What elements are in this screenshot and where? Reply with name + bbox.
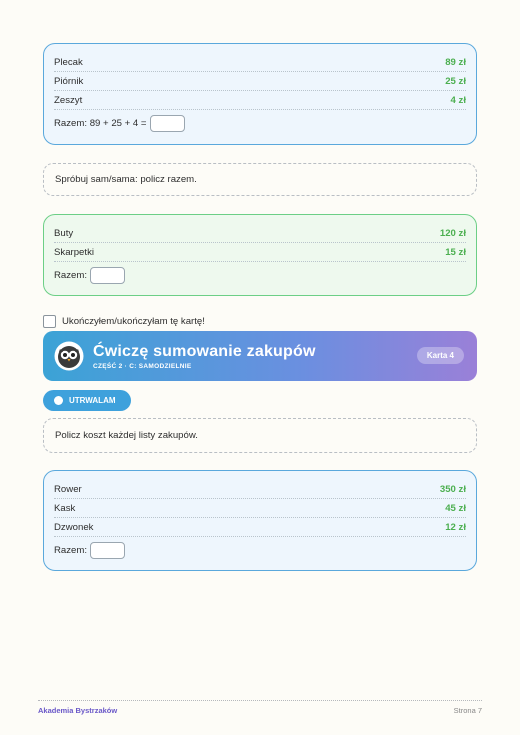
total-label: Razem: bbox=[54, 545, 88, 556]
item-name: Zeszyt bbox=[54, 94, 83, 106]
answer-box[interactable] bbox=[90, 267, 125, 284]
owl-icon bbox=[54, 341, 84, 371]
instruction-text: Policz koszt każdej listy zakupów. bbox=[55, 430, 198, 441]
item-price: 89 zł bbox=[445, 56, 466, 68]
total-row bbox=[54, 110, 466, 137]
item-name: Kask bbox=[54, 502, 76, 514]
level-pill bbox=[43, 390, 131, 411]
item-name: Plecak bbox=[54, 56, 83, 68]
list-item bbox=[54, 499, 466, 518]
worksheet-banner bbox=[43, 331, 477, 381]
hint-box bbox=[43, 163, 477, 196]
answer-box[interactable] bbox=[150, 115, 185, 132]
item-name: Skarpetki bbox=[54, 246, 94, 258]
item-price: 120 zł bbox=[439, 227, 466, 239]
checkbox-label: Ukończyłem/ukończyłam tę kartę! bbox=[62, 316, 205, 327]
level-label: UTRWALAM bbox=[69, 396, 116, 405]
shopping-list-3 bbox=[43, 470, 477, 571]
list-item bbox=[54, 518, 466, 537]
list-item bbox=[54, 72, 466, 91]
page-number: Strona 7 bbox=[453, 706, 482, 715]
completion-check bbox=[43, 315, 205, 328]
dot-icon bbox=[54, 396, 63, 405]
list-item bbox=[54, 480, 466, 499]
total-label: Razem: 89 + 25 + 4 = bbox=[54, 118, 147, 129]
item-price: 12 zł bbox=[445, 521, 466, 533]
item-price: 4 zł bbox=[450, 94, 466, 106]
hint-text: Spróbuj sam/sama: policz razem. bbox=[55, 174, 197, 185]
banner-subtitle: CZĘŚĆ 2 · C: SAMODZIELNIE bbox=[93, 362, 192, 370]
list-item bbox=[54, 53, 466, 72]
total-row bbox=[54, 262, 466, 289]
total-label: Razem: bbox=[54, 270, 88, 281]
shopping-list-2 bbox=[43, 214, 477, 296]
card-number-badge: Karta 4 bbox=[417, 347, 464, 364]
answer-box[interactable] bbox=[90, 542, 125, 559]
total-row bbox=[54, 537, 466, 564]
item-price: 25 zł bbox=[445, 75, 466, 87]
list-item bbox=[54, 243, 466, 262]
item-name: Dzwonek bbox=[54, 521, 94, 533]
item-price: 45 zł bbox=[445, 502, 466, 514]
item-name: Piórnik bbox=[54, 75, 84, 87]
shopping-list-1 bbox=[43, 43, 477, 145]
instruction-box bbox=[43, 418, 477, 453]
item-price: 15 zł bbox=[445, 246, 466, 258]
footer-brand: Akademia Bystrzaków bbox=[38, 706, 118, 715]
list-item bbox=[54, 224, 466, 243]
item-price: 350 zł bbox=[439, 483, 466, 495]
list-item bbox=[54, 91, 466, 110]
item-name: Buty bbox=[54, 227, 74, 239]
footer-divider bbox=[38, 700, 482, 701]
item-name: Rower bbox=[54, 483, 82, 495]
banner-title: Ćwiczę sumowanie zakupów bbox=[93, 342, 316, 360]
completion-checkbox[interactable] bbox=[43, 315, 56, 328]
